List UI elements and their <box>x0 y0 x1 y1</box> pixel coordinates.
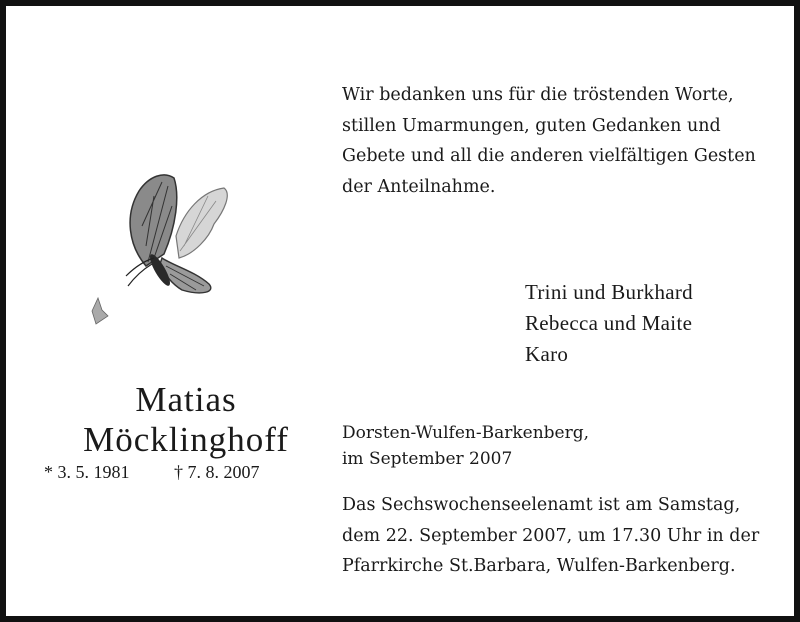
last-name: Möcklinghoff <box>83 420 289 459</box>
signer-line: Trini und Burkhard <box>525 280 693 304</box>
butterfly-icon <box>84 166 244 336</box>
birth-date: * 3. 5. 1981 <box>44 462 130 482</box>
service-line: Pfarrkirche St.Barbara, Wulfen-Barkenberg. <box>342 556 736 576</box>
thanks-line: Wir bedanken uns für die tröstenden Worte, <box>342 85 734 105</box>
first-name: Matias <box>135 380 237 419</box>
service-line: dem 22. September 2007, um 17.30 Uhr in der <box>342 525 760 546</box>
signer-line: Rebecca und Maite <box>525 311 693 335</box>
service-announcement <box>342 490 759 582</box>
signers-list <box>525 277 693 370</box>
place-line: Dorsten-Wulfen-Barkenberg, <box>342 423 590 443</box>
place-and-date <box>342 420 589 472</box>
thanks-text <box>342 80 772 202</box>
death-date: † 7. 8. 2007 <box>174 462 260 482</box>
place-line: im September 2007 <box>342 449 513 469</box>
thanks-line: der Anteilnahme. <box>342 176 496 197</box>
thanks-line: Gebete und all die anderen vielfältigen Gesten <box>342 146 756 166</box>
deceased-name <box>36 380 336 460</box>
life-dates <box>44 462 260 483</box>
service-line: Das Sechswochenseelenamt ist am Samstag, <box>342 495 741 515</box>
signer-line: Karo <box>525 342 569 366</box>
thanks-line: stillen Umarmungen, guten Gedanken und <box>342 115 721 136</box>
